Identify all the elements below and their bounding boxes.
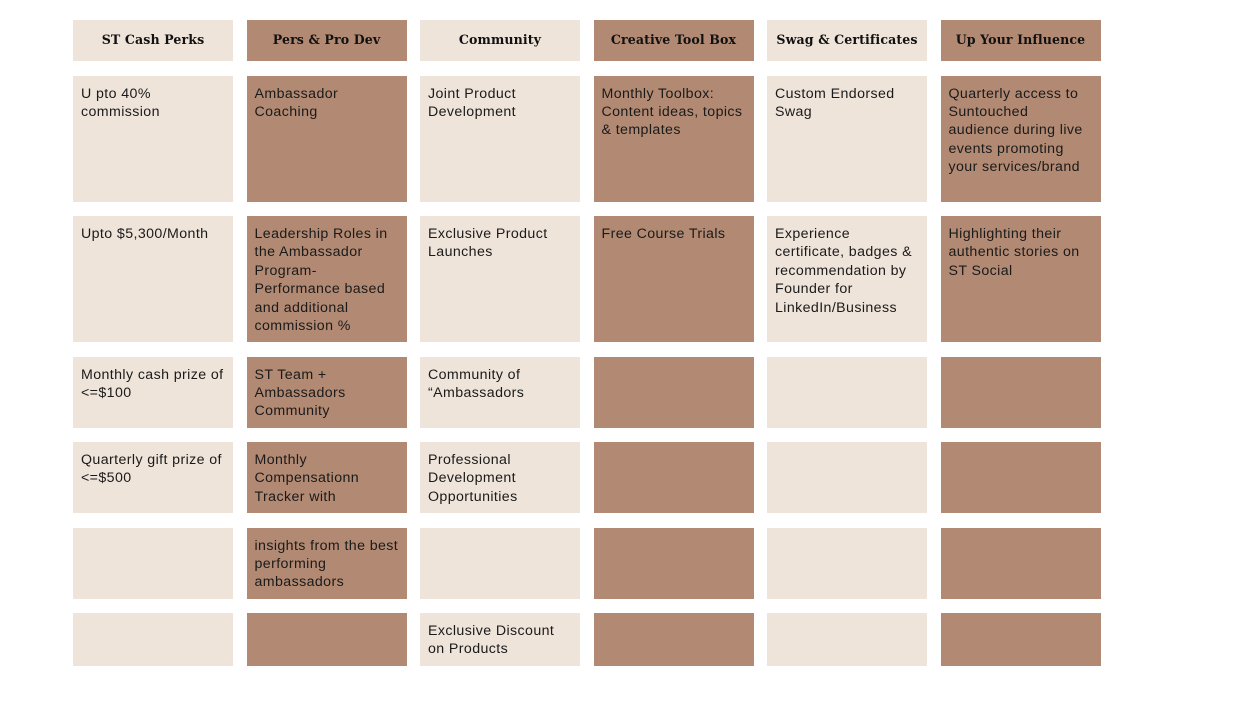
perk-cell: Community of “Ambassadors: [420, 357, 580, 428]
perk-cell: U pto 40% commission: [73, 76, 233, 202]
perk-cell: Upto $5,300/Month: [73, 216, 233, 342]
perk-cell: insights from the best performing ambassadors: [247, 528, 407, 599]
empty-cell: [767, 613, 927, 666]
column-header-creative-tool-box: Creative Tool Box: [594, 20, 754, 61]
column-header-up-your-influence: Up Your Influence: [941, 20, 1101, 61]
column-header-community: Community: [420, 20, 580, 61]
empty-cell: [941, 442, 1101, 513]
empty-cell: [767, 528, 927, 599]
perk-cell: Monthly Compensationn Tracker with: [247, 442, 407, 513]
empty-cell: [594, 442, 754, 513]
empty-cell: [767, 357, 927, 428]
column-header-pers-pro-dev: Pers & Pro Dev: [247, 20, 407, 61]
perk-cell: Monthly Toolbox: Content ideas, topics & templates: [594, 76, 754, 202]
perk-cell: Experience certificate, badges & recommendation by Founder for LinkedIn/Business: [767, 216, 927, 342]
perk-cell: Professional Development Opportunities: [420, 442, 580, 513]
empty-cell: [941, 613, 1101, 666]
perk-cell: Quarterly access to Suntouched audience during live events promoting your services/brand: [941, 76, 1101, 202]
empty-cell: [247, 613, 407, 666]
column-header-swag-certificates: Swag & Certificates: [767, 20, 927, 61]
perk-cell: Highlighting their authentic stories on ST Social: [941, 216, 1101, 342]
empty-cell: [594, 357, 754, 428]
perk-cell: ST Team + Ambassadors Community: [247, 357, 407, 428]
empty-cell: [73, 528, 233, 599]
perk-cell: Ambassador Coaching: [247, 76, 407, 202]
perk-cell: Quarterly gift prize of <=$500: [73, 442, 233, 513]
empty-cell: [941, 528, 1101, 599]
perk-cell: Free Course Trials: [594, 216, 754, 342]
empty-cell: [594, 613, 754, 666]
perk-cell: Exclusive Discount on Products: [420, 613, 580, 666]
empty-cell: [767, 442, 927, 513]
empty-cell: [594, 528, 754, 599]
perk-cell: Exclusive Product Launches: [420, 216, 580, 342]
empty-cell: [73, 613, 233, 666]
perks-board: [73, 20, 1101, 666]
column-header-st-cash-perks: ST Cash Perks: [73, 20, 233, 61]
perk-cell: Leadership Roles in the Ambassador Program- Performance based and additional commission %: [247, 216, 407, 342]
perk-cell: Joint Product Development: [420, 76, 580, 202]
empty-cell: [420, 528, 580, 599]
perk-cell: Monthly cash prize of <=$100: [73, 357, 233, 428]
empty-cell: [941, 357, 1101, 428]
perk-cell: Custom Endorsed Swag: [767, 76, 927, 202]
